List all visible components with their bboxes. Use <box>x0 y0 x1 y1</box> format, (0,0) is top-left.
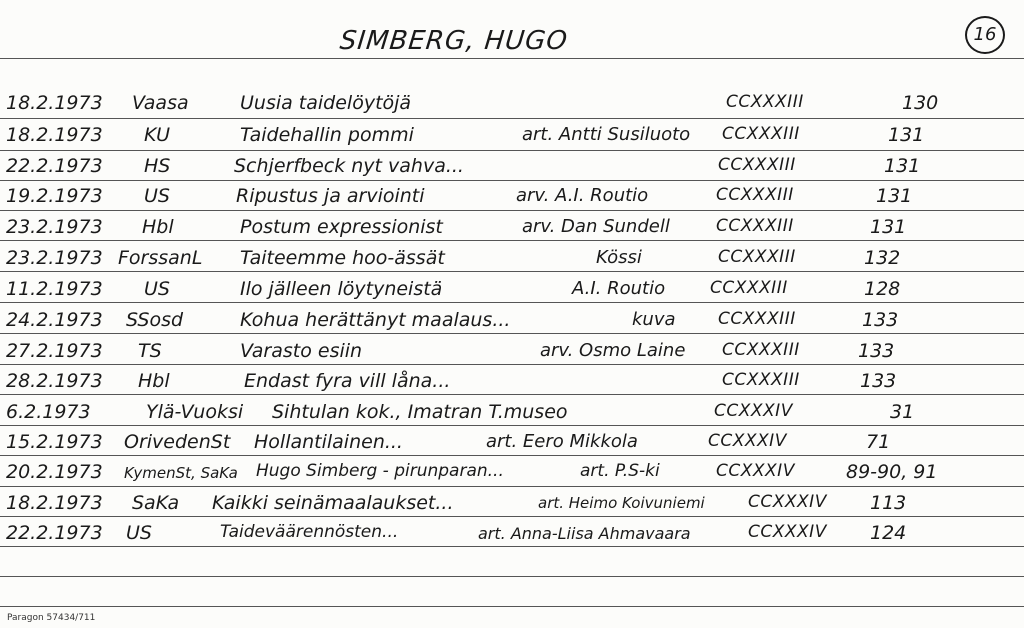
entry-title: Kaikki seinämaalaukset... <box>212 492 454 514</box>
entry-page: 133 <box>858 340 895 362</box>
entry-row <box>0 336 1024 366</box>
rule-line <box>0 606 1024 607</box>
entry-page: 131 <box>870 216 907 238</box>
entry-row <box>0 397 1024 427</box>
rule-line <box>0 118 1024 119</box>
entry-volume: CCXXXIII <box>718 247 796 267</box>
entry-date: 23.2.1973 <box>6 216 103 238</box>
entry-page: 131 <box>876 185 913 207</box>
entry-page: 89-90, 91 <box>846 461 938 483</box>
entry-author: Kössi <box>596 247 642 268</box>
entry-title: Ripustus ja arviointi <box>236 185 425 207</box>
entry-author: art. Eero Mikkola <box>486 431 638 452</box>
entry-date: 23.2.1973 <box>6 247 103 269</box>
entry-row <box>0 457 1024 487</box>
entry-volume: CCXXXIII <box>716 216 794 236</box>
entry-volume: CCXXXIV <box>748 522 827 542</box>
entry-volume: CCXXXIV <box>714 401 793 421</box>
entry-volume: CCXXXIII <box>718 309 796 329</box>
entry-date: 18.2.1973 <box>6 492 103 514</box>
entry-title: Endast fyra vill låna... <box>244 370 451 392</box>
entry-source: OrivedenSt <box>124 431 231 453</box>
printer-imprint: Paragon 57434/711 <box>7 613 96 623</box>
entry-source: KymenSt, SaKa <box>124 464 238 482</box>
entry-page: 128 <box>864 278 901 300</box>
entry-date: 20.2.1973 <box>6 461 103 483</box>
entry-author: art. Heimo Koivuniemi <box>538 494 705 512</box>
entry-title: Taideväärennösten... <box>220 522 399 542</box>
entry-volume: CCXXXIII <box>722 370 800 390</box>
entry-date: 15.2.1973 <box>6 431 103 453</box>
entry-title: Postum expressionist <box>240 216 443 238</box>
entry-source: US <box>144 185 170 207</box>
entry-page: 131 <box>888 124 925 146</box>
entry-row <box>0 212 1024 242</box>
entry-page: 130 <box>902 92 939 114</box>
entry-source: Ylä-Vuoksi <box>146 401 244 423</box>
card-heading: SIMBERG, HUGO <box>338 26 570 56</box>
entry-date: 28.2.1973 <box>6 370 103 392</box>
entry-date: 22.2.1973 <box>6 155 103 177</box>
entry-author: art. Anna-Liisa Ahmavaara <box>478 524 691 543</box>
entry-title: Taidehallin pommi <box>240 124 414 146</box>
entry-row <box>0 488 1024 518</box>
entry-row <box>0 181 1024 211</box>
entry-volume: CCXXXIII <box>718 155 796 175</box>
entry-source: HS <box>144 155 171 177</box>
entry-author: art. Antti Susiluoto <box>522 124 691 145</box>
entry-row <box>0 151 1024 181</box>
entry-volume: CCXXXIV <box>716 461 795 481</box>
entry-author: art. P.S-ki <box>580 461 660 481</box>
entry-date: 11.2.1973 <box>6 278 103 300</box>
entry-source: US <box>126 522 152 544</box>
rule-line <box>0 58 1024 59</box>
entry-author: arv. Osmo Laine <box>540 340 686 361</box>
entry-row <box>0 518 1024 548</box>
entry-author: A.I. Routio <box>572 278 666 299</box>
entry-source: SSosd <box>126 309 184 331</box>
entry-volume: CCXXXIII <box>722 124 800 144</box>
entry-source: Hbl <box>142 216 174 238</box>
entry-row <box>0 243 1024 273</box>
entry-date: 22.2.1973 <box>6 522 103 544</box>
entry-row <box>0 427 1024 457</box>
entry-row <box>0 120 1024 150</box>
entry-volume: CCXXXIII <box>722 340 800 360</box>
rule-line <box>0 576 1024 577</box>
entry-volume: CCXXXIV <box>748 492 827 512</box>
entry-source: TS <box>138 340 162 362</box>
entry-date: 18.2.1973 <box>6 92 103 114</box>
entry-source: US <box>144 278 170 300</box>
entry-volume: CCXXXIII <box>726 92 804 112</box>
entry-row <box>0 88 1024 118</box>
entry-page: 132 <box>864 247 901 269</box>
entry-title: Ilo jälleen löytyneistä <box>240 278 443 300</box>
page-number-circle: 16 <box>965 16 1005 54</box>
entry-date: 6.2.1973 <box>6 401 91 423</box>
entry-source: ForssanL <box>118 247 203 269</box>
entry-page: 31 <box>890 401 915 423</box>
entry-page: 124 <box>870 522 907 544</box>
entry-source: SaKa <box>132 492 180 514</box>
entry-page: 131 <box>884 155 921 177</box>
entry-title: Schjerfbeck nyt vahva... <box>234 155 464 177</box>
entry-author: kuva <box>632 309 676 330</box>
entry-volume: CCXXXIII <box>716 185 794 205</box>
entry-date: 18.2.1973 <box>6 124 103 146</box>
entry-title: Hollantilainen... <box>254 431 403 453</box>
entry-page: 113 <box>870 492 907 514</box>
entry-title: Kohua herättänyt maalaus... <box>240 309 511 331</box>
entry-author: arv. Dan Sundell <box>522 216 670 237</box>
entry-title: Uusia taidelöytöjä <box>240 92 412 114</box>
entry-source: Hbl <box>138 370 170 392</box>
entry-row <box>0 305 1024 335</box>
entry-page: 133 <box>862 309 899 331</box>
entry-title: Sihtulan kok., Imatran T.museo <box>272 401 568 423</box>
entry-date: 24.2.1973 <box>6 309 103 331</box>
entry-source: KU <box>144 124 171 146</box>
entry-title: Hugo Simberg - pirunparan... <box>256 461 504 481</box>
entry-row <box>0 274 1024 304</box>
entry-title: Taiteemme hoo-ässät <box>240 247 445 269</box>
entry-row <box>0 366 1024 396</box>
entry-date: 19.2.1973 <box>6 185 103 207</box>
entry-title: Varasto esiin <box>240 340 363 362</box>
entry-volume: CCXXXIII <box>710 278 788 298</box>
entry-page: 133 <box>860 370 897 392</box>
entry-volume: CCXXXIV <box>708 431 787 451</box>
entry-author: arv. A.I. Routio <box>516 185 649 206</box>
entry-source: Vaasa <box>132 92 189 114</box>
entry-page: 71 <box>866 431 891 453</box>
entry-date: 27.2.1973 <box>6 340 103 362</box>
